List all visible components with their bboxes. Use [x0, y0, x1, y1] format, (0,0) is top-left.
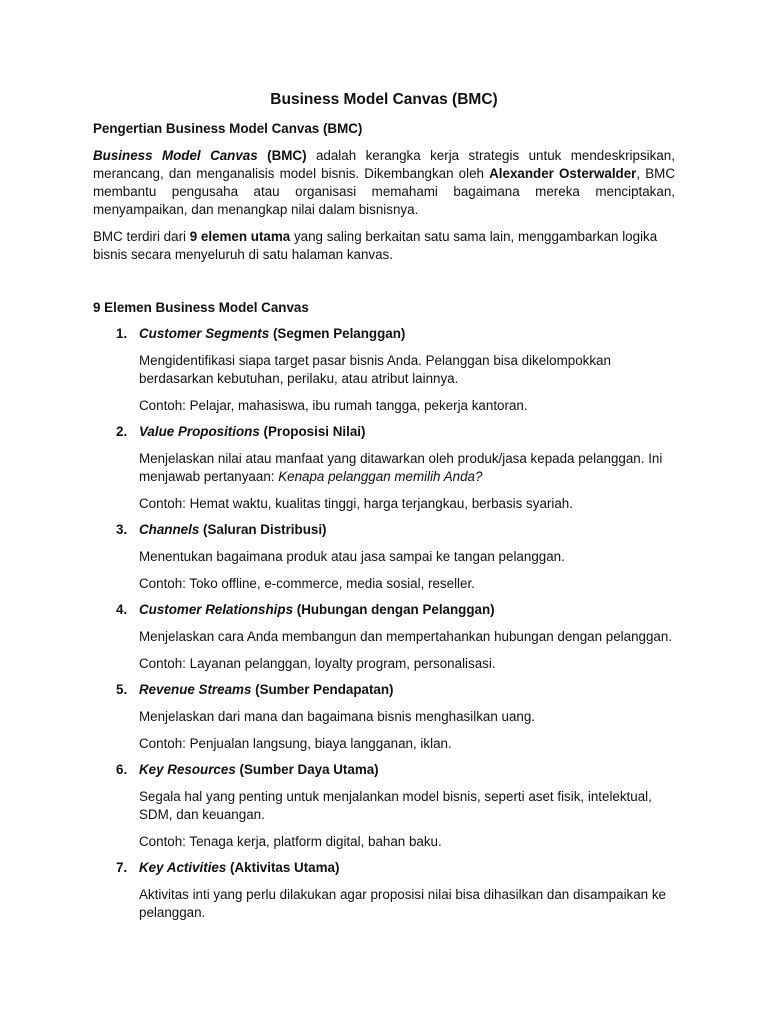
item-translation: (Proposisi Nilai) [259, 424, 366, 439]
item-title [139, 761, 675, 779]
item-title [139, 423, 675, 441]
item-description-text: Segala hal yang penting untuk menjalankan model bisnis, seperti aset fisik, intelektual, SDM, dan keuangan. [139, 789, 652, 822]
intro-text-b: , BMC membantu pengusaha atau organisasi memahami bagaimana mereka menciptakan, menyampaikan, dan menangkap nilai dalam bisnisnya. [93, 166, 676, 217]
summary-bold: 9 elemen utama [189, 229, 291, 244]
item-description [139, 450, 675, 486]
item-name: Revenue Streams [139, 682, 252, 697]
item-description-italic: Kenapa pelanggan memilih Anda? [278, 469, 483, 484]
item-title [139, 859, 675, 877]
item-example: Contoh: Penjualan langsung, biaya langganan, iklan. [139, 736, 452, 751]
item-example: Contoh: Layanan pelanggan, loyalty program, personalisasi. [139, 656, 496, 671]
item-translation: (Segmen Pelanggan) [269, 326, 406, 341]
intro-author: Alexander Osterwalder [489, 166, 637, 181]
elements-section-title: 9 Elemen Business Model Canvas [93, 300, 309, 315]
item-number: 3. [116, 522, 128, 537]
item-description [139, 628, 675, 646]
summary-text-a: BMC terdiri dari [93, 229, 190, 244]
item-description-text: Menjelaskan cara Anda membangun dan mempertahankan hubungan dengan pelanggan. [139, 629, 673, 644]
summary-text-b: yang saling berkaitan satu sama lain, menggambarkan logika bisnis secara menyeluruh di satu halaman kanvas. [93, 229, 658, 262]
intro-text-a: adalah kerangka kerja strategis untuk mendeskripsikan, merancang, dan menganalisis model bisnis. Dikembangkan oleh [93, 148, 675, 181]
item-description-text: Mengidentifikasi siapa target pasar bisnis Anda. Pelanggan bisa dikelompokkan berdasarkan kebutuhan, perilaku, atau atribut lainnya. [139, 353, 611, 386]
list-item [93, 423, 675, 513]
item-description [139, 788, 675, 824]
item-example: Contoh: Pelajar, mahasiswa, ibu rumah tangga, pekerja kantoran. [139, 398, 528, 413]
item-name: Value Propositions [139, 424, 260, 439]
item-number: 1. [116, 326, 128, 341]
item-name: Customer Relationships [139, 602, 294, 617]
list-item [93, 761, 675, 851]
item-title [139, 681, 675, 699]
item-number: 7. [116, 860, 128, 875]
item-name: Channels [139, 522, 200, 537]
item-example: Contoh: Toko offline, e-commerce, media sosial, reseller. [139, 576, 475, 591]
intro-term: Business Model Canvas [93, 148, 258, 163]
item-name: Key Resources [139, 762, 236, 777]
item-translation: (Saluran Distribusi) [199, 522, 327, 537]
list-item [93, 601, 675, 673]
item-description-text: Menjelaskan dari mana dan bagaimana bisnis menghasilkan uang. [139, 709, 536, 724]
item-name: Key Activities [139, 860, 227, 875]
item-description [139, 352, 675, 388]
item-translation: (Hubungan dengan Pelanggan) [293, 602, 495, 617]
item-title [139, 325, 675, 343]
item-title [139, 521, 675, 539]
elements-list [93, 325, 675, 922]
item-translation: (Sumber Pendapatan) [251, 682, 394, 697]
list-item [93, 325, 675, 415]
item-example: Contoh: Hemat waktu, kualitas tinggi, harga terjangkau, berbasis syariah. [139, 496, 573, 511]
list-item [93, 681, 675, 753]
definition-heading: Pengertian Business Model Canvas (BMC) [93, 121, 363, 136]
item-translation: (Sumber Daya Utama) [235, 762, 379, 777]
intro-paragraph [93, 147, 675, 219]
item-description-text: Menjelaskan nilai atau manfaat yang ditawarkan oleh produk/jasa kepada pelanggan. Ini menjawab pertanyaan: [139, 451, 663, 484]
intro-abbr: (BMC) [267, 148, 307, 163]
item-title [139, 601, 675, 619]
item-translation: (Aktivitas Utama) [226, 860, 340, 875]
item-description [139, 886, 675, 922]
summary-paragraph [93, 228, 675, 264]
item-number: 2. [116, 424, 128, 439]
list-item [93, 859, 675, 922]
item-number: 4. [116, 602, 128, 617]
item-description [139, 548, 675, 566]
item-description-text: Menentukan bagaimana produk atau jasa sampai ke tangan pelanggan. [139, 549, 565, 564]
item-example: Contoh: Tenaga kerja, platform digital, bahan baku. [139, 834, 442, 849]
document-title: Business Model Canvas (BMC) [270, 91, 498, 108]
item-number: 6. [116, 762, 128, 777]
item-name: Customer Segments [139, 326, 270, 341]
item-number: 5. [116, 682, 128, 697]
list-item [93, 521, 675, 593]
item-description-text: Aktivitas inti yang perlu dilakukan agar proposisi nilai bisa dihasilkan dan disampaikan ke pelanggan. [139, 887, 666, 920]
item-description [139, 708, 675, 726]
